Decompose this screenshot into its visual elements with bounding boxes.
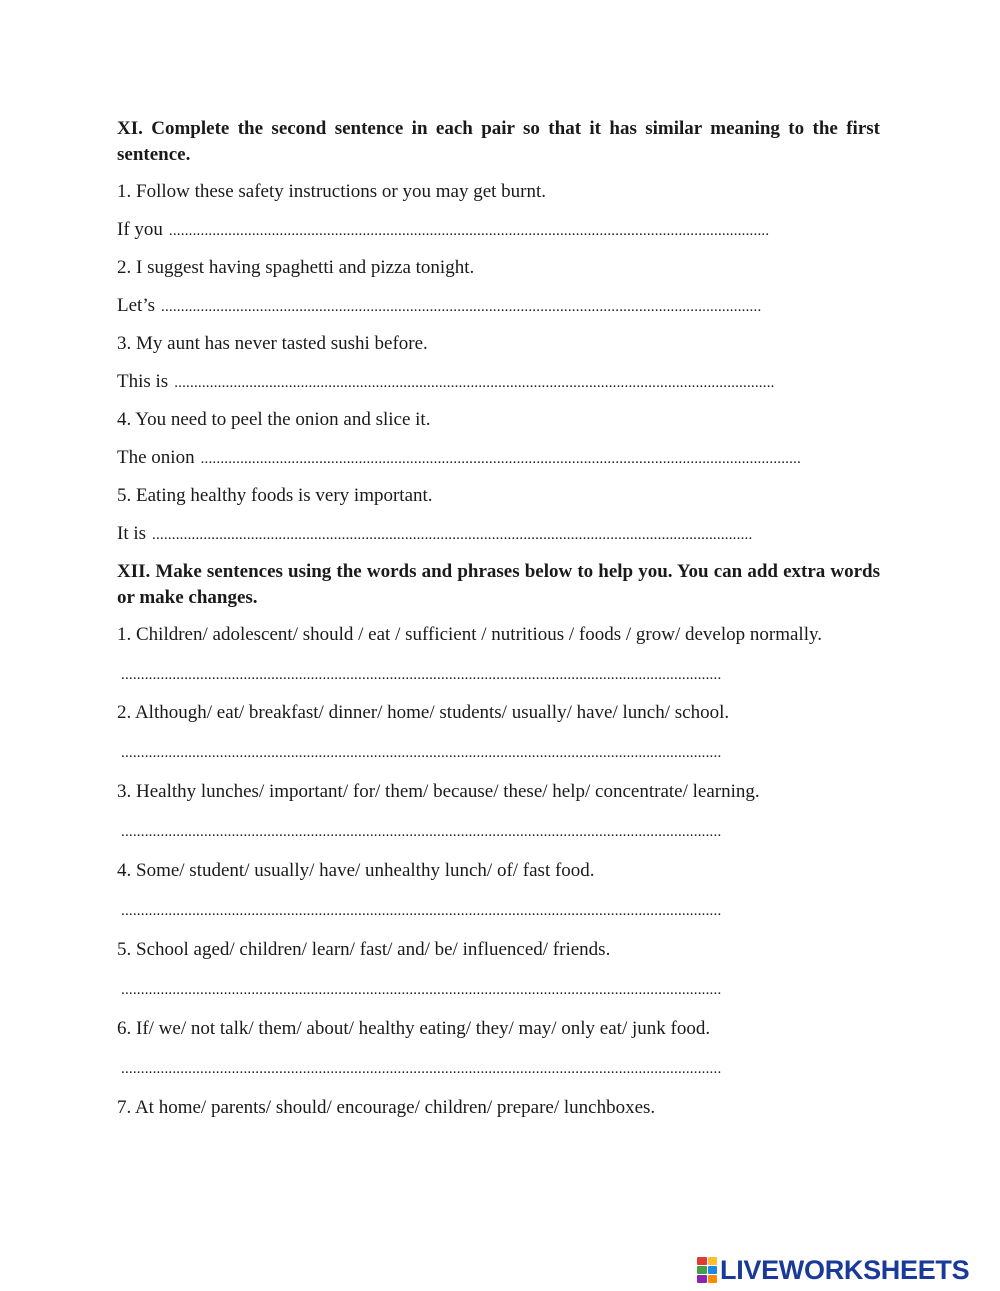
xi-question-1: 1. Follow these safety instructions or you may get burnt. <box>117 181 547 202</box>
logo-block <box>708 1257 718 1265</box>
xi-answer-2-prefix: Let’s <box>117 295 155 316</box>
liveworksheets-logo-icon <box>697 1257 717 1283</box>
xi-answer-1-prefix: If you <box>117 219 163 240</box>
liveworksheets-logo <box>697 1255 969 1285</box>
xii-question-1: 1. Children/ adolescent/ should / eat / sufficient / nutritious / foods / grow/ develop normally. <box>117 624 822 645</box>
xi-question-3: 3. My aunt has never tasted sushi before. <box>117 333 428 354</box>
answer-dotted-line[interactable]: ........................................................................................................................................................ <box>161 299 762 315</box>
xii-question-6: 6. If/ we/ not talk/ them/ about/ healthy eating/ they/ may/ only eat/ junk food. <box>117 1018 711 1039</box>
xi-answer-3[interactable] <box>117 369 880 395</box>
xi-answer-1[interactable] <box>117 217 880 243</box>
xii-answer-2[interactable]: ........................................................................................................................................................ <box>121 745 722 761</box>
xi-question-2: 2. I suggest having spaghetti and pizza tonight. <box>117 257 475 278</box>
section-xii-heading: XII. Make sentences using the words and phrases below to help you. You can add extra words or make changes. <box>117 561 880 608</box>
xii-question-4: 4. Some/ student/ usually/ have/ unhealthy lunch/ of/ fast food. <box>117 860 595 881</box>
xi-answer-3-prefix: This is <box>117 371 169 392</box>
logo-block <box>697 1275 707 1283</box>
xii-answer-6[interactable]: ........................................................................................................................................................ <box>121 1061 722 1077</box>
logo-block <box>708 1275 718 1283</box>
xi-answer-5[interactable] <box>117 521 880 547</box>
xii-answer-3[interactable]: ........................................................................................................................................................ <box>121 824 722 840</box>
xii-answer-4[interactable]: ........................................................................................................................................................ <box>121 903 722 919</box>
xi-question-5: 5. Eating healthy foods is very important. <box>117 485 433 506</box>
worksheet-page <box>117 116 880 1121</box>
xii-question-7: 7. At home/ parents/ should/ encourage/ children/ prepare/ lunchboxes. <box>117 1097 656 1118</box>
xi-answer-5-prefix: It is <box>117 523 147 544</box>
xii-question-5: 5. School aged/ children/ learn/ fast/ and/ be/ influenced/ friends. <box>117 939 611 960</box>
xii-question-3: 3. Healthy lunches/ important/ for/ them/ because/ these/ help/ concentrate/ learning. <box>117 781 760 802</box>
xii-question-2: 2. Although/ eat/ breakfast/ dinner/ home/ students/ usually/ have/ lunch/ school. <box>117 702 730 723</box>
answer-dotted-line[interactable]: ........................................................................................................................................................ <box>200 451 801 467</box>
xi-answer-4-prefix: The onion <box>117 447 195 468</box>
logo-block <box>697 1257 707 1265</box>
xii-answer-1[interactable]: ........................................................................................................................................................ <box>121 667 722 683</box>
logo-block <box>708 1266 718 1274</box>
xi-answer-4[interactable] <box>117 445 880 471</box>
liveworksheets-logo-text: LIVEWORKSHEETS <box>720 1254 970 1285</box>
answer-dotted-line[interactable]: ........................................................................................................................................................ <box>152 527 753 543</box>
xii-answer-5[interactable]: ........................................................................................................................................................ <box>121 982 722 998</box>
xi-answer-2[interactable] <box>117 293 880 319</box>
logo-block <box>697 1266 707 1274</box>
answer-dotted-line[interactable]: ........................................................................................................................................................ <box>168 223 770 239</box>
section-xi-heading: XI. Complete the second sentence in each pair so that it has similar meaning to the first sentence. <box>117 118 880 165</box>
xi-question-4: 4. You need to peel the onion and slice it. <box>117 409 431 430</box>
answer-dotted-line[interactable]: ........................................................................................................................................................ <box>174 375 775 391</box>
